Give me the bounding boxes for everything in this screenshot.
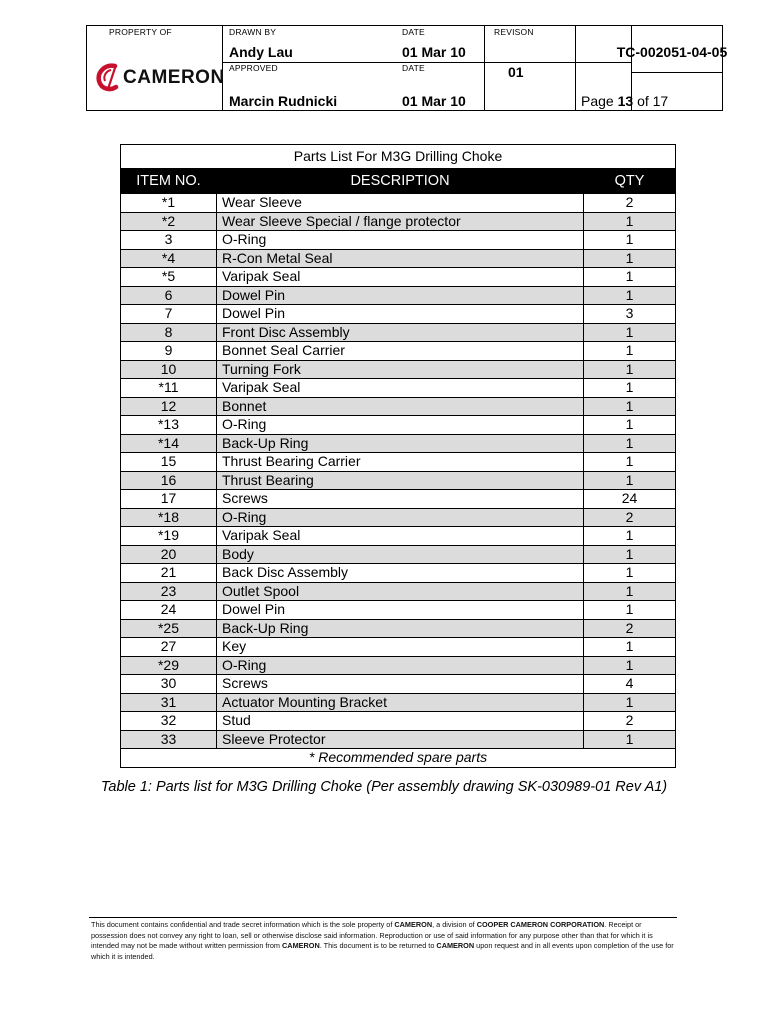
description-cell: R-Con Metal Seal xyxy=(217,249,584,268)
notice-text: . Receipt or possession does not convey any right to loan, sell or otherwise disclose said information. Reproduction or use of said information for any purpose other than that for which it is intended may not be made without written permission from xyxy=(91,920,653,950)
table-row xyxy=(121,693,676,712)
quantity-cell: 1 xyxy=(584,416,676,435)
table-row xyxy=(121,249,676,268)
item-number-cell: *18 xyxy=(121,508,217,527)
description-cell: O-Ring xyxy=(217,231,584,250)
notice-company: CAMERON xyxy=(394,920,433,929)
quantity-cell: 1 xyxy=(584,323,676,342)
item-number-cell: *13 xyxy=(121,416,217,435)
quantity-cell: 1 xyxy=(584,471,676,490)
description-cell: Turning Fork xyxy=(217,360,584,379)
notice-company: CAMERON xyxy=(436,941,475,950)
title-block xyxy=(86,25,728,111)
description-cell: Front Disc Assembly xyxy=(217,323,584,342)
table-note-row xyxy=(121,749,676,768)
divider xyxy=(575,26,576,110)
quantity-cell: 1 xyxy=(584,249,676,268)
quantity-cell: 1 xyxy=(584,638,676,657)
quantity-cell: 1 xyxy=(584,268,676,287)
item-number-cell: 31 xyxy=(121,693,217,712)
notice-company: CAMERON xyxy=(282,941,320,950)
table-row xyxy=(121,601,676,620)
description-cell: Dowel Pin xyxy=(217,305,584,324)
page-current: 13 xyxy=(617,93,634,109)
item-number-cell: *14 xyxy=(121,434,217,453)
item-number-cell: 20 xyxy=(121,545,217,564)
notice-text: upon request and in all events upon completion of the use for which it is intended. xyxy=(91,941,674,961)
table-header-row xyxy=(121,169,676,194)
quantity-cell: 1 xyxy=(584,545,676,564)
table-row xyxy=(121,212,676,231)
table-row xyxy=(121,545,676,564)
quantity-cell: 1 xyxy=(584,453,676,472)
drawn-by-label: DRAWN BY xyxy=(229,27,277,37)
table-row xyxy=(121,656,676,675)
drawn-date-value: 01 Mar 10 xyxy=(402,44,466,60)
description-cell: Screws xyxy=(217,490,584,509)
table-caption: Table 1: Parts list for M3G Drilling Choke (Per assembly drawing SK-030989-01 Rev A1) xyxy=(100,779,668,795)
description-cell: O-Ring xyxy=(217,508,584,527)
description-cell: Actuator Mounting Bracket xyxy=(217,693,584,712)
item-number-cell: *5 xyxy=(121,268,217,287)
item-number-cell: *25 xyxy=(121,619,217,638)
spare-parts-note: * Recommended spare parts xyxy=(121,749,676,768)
item-number-cell: 23 xyxy=(121,582,217,601)
description-cell: Back-Up Ring xyxy=(217,619,584,638)
item-number-cell: 9 xyxy=(121,342,217,361)
quantity-cell: 2 xyxy=(584,712,676,731)
description-cell: Bonnet Seal Carrier xyxy=(217,342,584,361)
item-number-cell: *4 xyxy=(121,249,217,268)
table-row xyxy=(121,730,676,749)
description-cell: Wear Sleeve Special / flange protector xyxy=(217,212,584,231)
quantity-cell: 1 xyxy=(584,730,676,749)
item-number-cell: *11 xyxy=(121,379,217,398)
cameron-logo-icon xyxy=(95,62,121,92)
property-label: PROPERTY OF xyxy=(109,27,172,37)
document-number: TC-002051-04-05 xyxy=(616,44,728,60)
description-cell: O-Ring xyxy=(217,656,584,675)
column-header-description: DESCRIPTION xyxy=(217,169,584,194)
notice-text: , a division of xyxy=(432,920,477,929)
table-row xyxy=(121,712,676,731)
description-cell: Screws xyxy=(217,675,584,694)
table-row xyxy=(121,508,676,527)
description-cell: Varipak Seal xyxy=(217,379,584,398)
table-row xyxy=(121,379,676,398)
table-row xyxy=(121,471,676,490)
description-cell: Sleeve Protector xyxy=(217,730,584,749)
drawn-by-value: Andy Lau xyxy=(229,44,293,60)
quantity-cell: 1 xyxy=(584,601,676,620)
description-cell: Body xyxy=(217,545,584,564)
table-row xyxy=(121,397,676,416)
revision-label: REVISON xyxy=(494,27,534,37)
item-number-cell: 7 xyxy=(121,305,217,324)
quantity-cell: 2 xyxy=(584,194,676,213)
quantity-cell: 1 xyxy=(584,564,676,583)
table-title-row xyxy=(121,145,676,169)
approved-label: APPROVED xyxy=(229,63,278,73)
description-cell: O-Ring xyxy=(217,416,584,435)
item-number-cell: 32 xyxy=(121,712,217,731)
description-cell: Dowel Pin xyxy=(217,601,584,620)
column-header-qty: QTY xyxy=(584,169,676,194)
logo-text: CAMERON xyxy=(123,67,225,88)
quantity-cell: 3 xyxy=(584,305,676,324)
item-number-cell: 8 xyxy=(121,323,217,342)
description-cell: Outlet Spool xyxy=(217,582,584,601)
description-cell: Varipak Seal xyxy=(217,527,584,546)
item-number-cell: 16 xyxy=(121,471,217,490)
item-number-cell: 33 xyxy=(121,730,217,749)
quantity-cell: 1 xyxy=(584,231,676,250)
table-body xyxy=(121,194,676,749)
table-row xyxy=(121,582,676,601)
table-row xyxy=(121,564,676,583)
quantity-cell: 1 xyxy=(584,527,676,546)
table-row xyxy=(121,434,676,453)
quantity-cell: 1 xyxy=(584,342,676,361)
cameron-logo xyxy=(95,62,225,94)
notice-corporation: COOPER CAMERON CORPORATION xyxy=(476,920,605,929)
quantity-cell: 1 xyxy=(584,656,676,675)
approved-date-value: 01 Mar 10 xyxy=(402,93,466,109)
date-label: DATE xyxy=(402,27,425,37)
description-cell: Back Disc Assembly xyxy=(217,564,584,583)
approved-by-value: Marcin Rudnicki xyxy=(229,93,338,109)
divider xyxy=(222,62,631,63)
item-number-cell: 15 xyxy=(121,453,217,472)
table-row xyxy=(121,453,676,472)
quantity-cell: 1 xyxy=(584,397,676,416)
column-header-item: ITEM NO. xyxy=(121,169,217,194)
description-cell: Key xyxy=(217,638,584,657)
item-number-cell: 27 xyxy=(121,638,217,657)
item-number-cell: *19 xyxy=(121,527,217,546)
table-row xyxy=(121,416,676,435)
quantity-cell: 1 xyxy=(584,434,676,453)
quantity-cell: 1 xyxy=(584,693,676,712)
table-row xyxy=(121,342,676,361)
quantity-cell: 2 xyxy=(584,508,676,527)
item-number-cell: 3 xyxy=(121,231,217,250)
confidentiality-notice xyxy=(91,920,677,962)
item-number-cell: 30 xyxy=(121,675,217,694)
quantity-cell: 1 xyxy=(584,360,676,379)
date-label: DATE xyxy=(402,63,425,73)
table-title: Parts List For M3G Drilling Choke xyxy=(121,145,676,169)
table-row xyxy=(121,286,676,305)
item-number-cell: *1 xyxy=(121,194,217,213)
item-number-cell: 21 xyxy=(121,564,217,583)
table-row xyxy=(121,305,676,324)
table-row xyxy=(121,323,676,342)
table-row xyxy=(121,194,676,213)
description-cell: Dowel Pin xyxy=(217,286,584,305)
description-cell: Back-Up Ring xyxy=(217,434,584,453)
notice-text: This document contains confidential and trade secret information which is the sole property of xyxy=(91,920,395,929)
item-number-cell: 10 xyxy=(121,360,217,379)
table-row xyxy=(121,360,676,379)
quantity-cell: 1 xyxy=(584,286,676,305)
quantity-cell: 2 xyxy=(584,619,676,638)
table-row xyxy=(121,268,676,287)
description-cell: Wear Sleeve xyxy=(217,194,584,213)
page-prefix: Page xyxy=(581,93,614,109)
description-cell: Varipak Seal xyxy=(217,268,584,287)
item-number-cell: 24 xyxy=(121,601,217,620)
item-number-cell: *29 xyxy=(121,656,217,675)
item-number-cell: *2 xyxy=(121,212,217,231)
description-cell: Stud xyxy=(217,712,584,731)
quantity-cell: 1 xyxy=(584,212,676,231)
description-cell: Thrust Bearing xyxy=(217,471,584,490)
divider xyxy=(484,26,485,110)
quantity-cell: 4 xyxy=(584,675,676,694)
page-total: of 17 xyxy=(637,93,669,109)
description-cell: Thrust Bearing Carrier xyxy=(217,453,584,472)
quantity-cell: 1 xyxy=(584,379,676,398)
item-number-cell: 17 xyxy=(121,490,217,509)
table-row xyxy=(121,675,676,694)
quantity-cell: 1 xyxy=(584,582,676,601)
table-row xyxy=(121,231,676,250)
item-number-cell: 12 xyxy=(121,397,217,416)
quantity-cell: 24 xyxy=(584,490,676,509)
table-row xyxy=(121,490,676,509)
parts-table xyxy=(120,144,676,768)
table-row xyxy=(121,638,676,657)
divider xyxy=(631,72,723,73)
table-row xyxy=(121,527,676,546)
page-indicator xyxy=(581,93,668,109)
revision-value: 01 xyxy=(508,64,524,80)
item-number-cell: 6 xyxy=(121,286,217,305)
notice-text: . This document is to be returned to xyxy=(319,941,437,950)
table-row xyxy=(121,619,676,638)
description-cell: Bonnet xyxy=(217,397,584,416)
footer-divider xyxy=(89,917,677,918)
